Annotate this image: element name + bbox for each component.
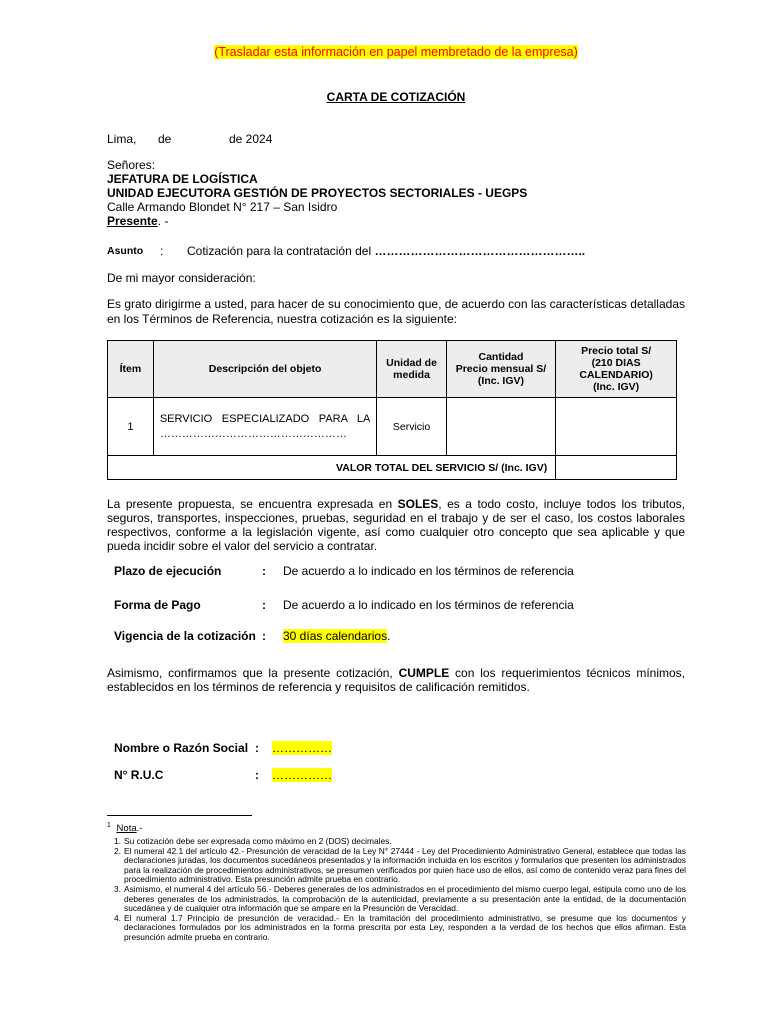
table-total-row <box>108 456 677 480</box>
footnote-item: 4. El numeral 1.7 Principio de presunción de veracidad.- En la tramitación del procedimiento administrativo, se presume que los documentos y declaraciones formulados por los administrados en la forma prescrita por esta Ley, responden a la verdad de los hechos que ellos afirman. Esta presunción admite prueba en contrario. <box>114 912 686 942</box>
date-line: Lima, de de 2024 <box>107 132 273 146</box>
recipient-address: Calle Armando Blondet N° 217 – San Isidro <box>107 200 338 214</box>
row-qty-price <box>446 398 556 456</box>
header-qty-price: Cantidad Precio mensual S/ (Inc. IGV) <box>446 341 556 398</box>
row-item: 1 <box>108 398 154 456</box>
row-description: SERVICIO ESPECIALIZADO PARA LA …………………………………………… <box>153 398 377 456</box>
recipient-block <box>107 158 527 228</box>
footnote-item: 2. El numeral 42.1 del artículo 42.- Presunción de veracidad de la Ley N° 27444 - Ley del Procedimiento Administrativo General, establece que todas las declaraciones juradas, los documentos sucedáneos presentados y la información incluida en los escritos y formularios que presenten los administrados para la realización de procedimientos administrativos, se presumen verificados por quien hace uso de ellos, así como de contenido veraz para fines del procedimiento administrativo. Esta presunción admite prueba en contrario. <box>114 845 686 885</box>
footnote-item: 1. Su cotización debe ser expresada como máximo en 2 (DOS) decimales. <box>114 836 392 846</box>
header-description: Descripción del objeto <box>153 341 377 398</box>
footnote-item: 3. Asimismo, el numeral 4 del artículo 56.- Deberes generales de los administrados en el procedimiento del mismo cuerpo legal, estipula como uno de los deberes generales de los administrados, la comprobación de la autenticidad, previamente a su presentación ante la entidad, de la documentación sucedánea y de cualquier otra información que se ampare en la Presunción de Veracidad. <box>114 883 686 914</box>
greeting: De mi mayor consideración: <box>107 271 256 285</box>
footnote-separator <box>107 815 252 816</box>
presente-line: Presente. - <box>107 214 169 228</box>
header-unit: Unidad de medida <box>377 341 446 398</box>
recipient-line-1: JEFATURA DE LOGÍSTICA <box>107 172 258 186</box>
page-title: CARTA DE COTIZACIÓN <box>326 90 466 104</box>
footnote-list <box>114 837 686 943</box>
table-row <box>108 398 677 456</box>
total-value <box>556 456 677 480</box>
header-item: Ítem <box>108 341 154 398</box>
salutation: Señores: <box>107 158 156 172</box>
term-forma-pago: Forma de Pago : De acuerdo a lo indicado en los términos de referencia <box>114 598 574 612</box>
total-label: VALOR TOTAL DEL SERVICIO S/ (Inc. IGV) <box>108 456 556 480</box>
proposal-paragraph: La presente propuesta, se encuentra expresada en SOLES, es a todo costo, incluye todos los tributos, seguros, transportes, inspecciones, pruebas, seguridad en el trabajo y de ser el caso, los costos laborales respectivos, conforme a la legislación vigente, así como cualquier otro concepto que sea aplicable y que pueda incidir sobre el valor del servicio a contratar. <box>107 497 685 553</box>
recipient-line-2: UNIDAD EJECUTORA GESTIÓN DE PROYECTOS SECTORIALES - UEGPS <box>107 186 528 200</box>
signer-name: Nombre o Razón Social : …………… <box>114 741 332 755</box>
header-total-price: Precio total S/ (210 DIAS CALENDARIO) (Inc. IGV) <box>556 341 677 398</box>
term-plazo: Plazo de ejecución : De acuerdo a lo indicado en los términos de referencia <box>114 564 574 578</box>
row-unit: Servicio <box>377 398 446 456</box>
row-total <box>556 398 677 456</box>
term-vigencia: Vigencia de la cotización : 30 días calendarios. <box>114 629 391 643</box>
header-note: (Trasladar esta información en papel membretado de la empresa) <box>214 45 578 59</box>
footnote-title: $^1$ Nota.- <box>107 822 143 835</box>
subject-line: Asunto : Cotización para la contratación del …………………………………………….. <box>107 244 586 258</box>
intro-paragraph: Es grato dirigirme a usted, para hacer de su conocimiento que, de acuerdo con las características detalladas en los Términos de Referencia, nuestra cotización es la siguiente: <box>107 297 685 326</box>
table-header-row <box>108 341 677 398</box>
confirmation-paragraph: Asimismo, confirmamos que la presente cotización, CUMPLE con los requerimientos técnicos mínimos, establecidos en los términos de referencia y requisitos de calificación remitidos. <box>107 666 685 694</box>
quote-table <box>107 340 677 480</box>
signer-ruc: N° R.U.C : …………… <box>114 768 332 782</box>
